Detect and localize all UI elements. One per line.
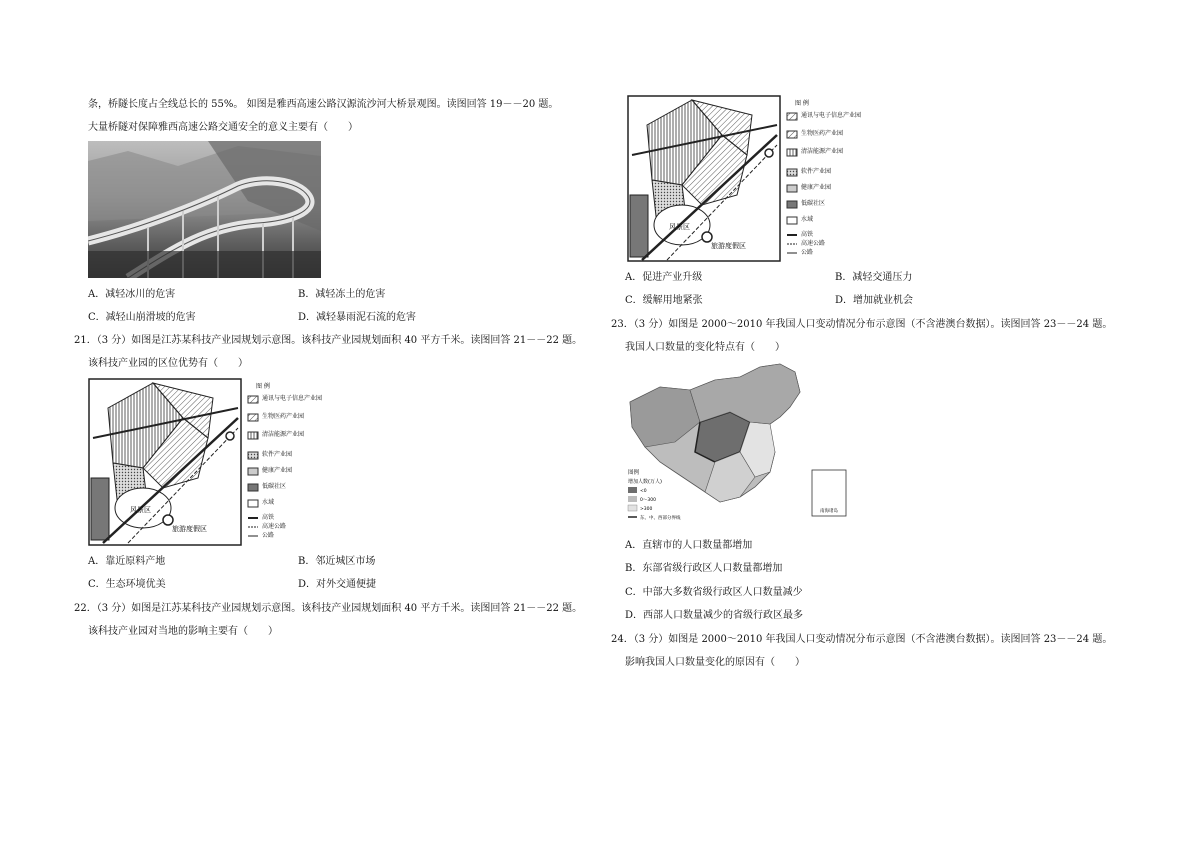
legend-item-2: 生物医药产业园 bbox=[262, 413, 305, 420]
q22-option-b: B．减轻交通压力 bbox=[835, 272, 913, 283]
q21-option-d: D．对外交通便捷 bbox=[298, 579, 377, 590]
legend-right-item-7: 水域 bbox=[801, 216, 814, 223]
inset-label: 南海诸岛 bbox=[820, 509, 838, 514]
china-legend-title: 图例 bbox=[628, 470, 640, 476]
legend-right-item-10: 公路 bbox=[801, 249, 814, 256]
bridge-photo bbox=[88, 141, 321, 278]
q21-option-c: C．生态环境优美 bbox=[88, 579, 166, 590]
legend-item-1: 通讯与电子信息产业园 bbox=[262, 395, 323, 402]
q22-line1: 22．（3 分）如图是江苏某科技产业园规划示意图。该科技产业园规划面积 40 平方千米。读图回答 21－－22 题。 bbox=[74, 603, 583, 614]
resort-label: 旅游度假区 bbox=[172, 525, 207, 533]
legend-item-8: 高铁 bbox=[262, 514, 275, 521]
q20-option-b: B．减轻冻土的危害 bbox=[298, 289, 386, 300]
legend-item-6: 低碳社区 bbox=[262, 483, 287, 490]
q22-option-a: A．促进产业升级 bbox=[625, 272, 703, 283]
legend-right-item-9: 高速公路 bbox=[801, 240, 826, 247]
legend-right-item-3: 清洁能源产业园 bbox=[801, 148, 844, 155]
legend-item-9: 高速公路 bbox=[262, 523, 287, 530]
legend-item-5: 健康产业园 bbox=[262, 467, 293, 474]
q23-line1: 23．（3 分）如图是 2000～2010 年我国人口变动情况分布示意图（不含港澳台数据）。读图回答 23－－24 题。 bbox=[611, 319, 1113, 330]
q22-option-c: C．缓解用地紧张 bbox=[625, 295, 703, 306]
q23-option-a: A．直辖市的人口数量都增加 bbox=[625, 540, 753, 551]
q22-line2: 该科技产业园对当地的影响主要有（ ） bbox=[88, 626, 278, 637]
q24-line1: 24．（3 分）如图是 2000～2010 年我国人口变动情况分布示意图（不含港澳台数据）。读图回答 23－－24 题。 bbox=[611, 634, 1113, 645]
q21-option-a: A．靠近原料产地 bbox=[88, 556, 166, 567]
china-legend-item-3: >300 bbox=[640, 507, 653, 512]
intro-line: 条，桥隧长度占全线总长的 55%。 如图是雅西高速公路汉源流沙河大桥景观图。读图回答 19－－20 题。 bbox=[88, 99, 559, 110]
q22-option-d: D．增加就业机会 bbox=[835, 295, 914, 306]
legend-title-right: 图 例 bbox=[795, 100, 809, 107]
q20-stem: 大量桥隧对保障雅西高速公路交通安全的意义主要有（ ） bbox=[88, 122, 358, 133]
q23-option-d: D．西部人口数量减少的省级行政区最多 bbox=[625, 610, 804, 621]
legend-right-item-4: 软件产业园 bbox=[801, 168, 832, 175]
q20-option-a: A．减轻冰川的危害 bbox=[88, 289, 176, 300]
q20-option-c: C．减轻山崩滑坡的危害 bbox=[88, 312, 196, 323]
q21-line1: 21．（3 分）如图是江苏某科技产业园规划示意图。该科技产业园规划面积 40 平方千米。读图回答 21－－22 题。 bbox=[74, 335, 583, 346]
legend-right-item-1: 通讯与电子信息产业园 bbox=[801, 112, 862, 119]
q23-option-c: C．中部大多数省级行政区人口数量减少 bbox=[625, 587, 803, 598]
scenic-label-right: 风景区 bbox=[669, 223, 690, 231]
china-legend-item-4: 东、中、西部分界线 bbox=[640, 516, 681, 521]
q24-line2: 影响我国人口数量变化的原因有（ ） bbox=[625, 657, 805, 668]
resort-label-right: 旅游度假区 bbox=[711, 242, 746, 250]
legend-right-item-5: 健康产业园 bbox=[801, 184, 832, 191]
legend-item-4: 软件产业园 bbox=[262, 451, 293, 458]
legend-right-item-8: 高铁 bbox=[801, 231, 814, 238]
china-population-map bbox=[620, 362, 850, 522]
legend-right-item-6: 低碳社区 bbox=[801, 200, 826, 207]
q21-line2: 该科技产业园的区位优势有（ ） bbox=[88, 358, 248, 369]
q23-option-b: B．东部省级行政区人口数量都增加 bbox=[625, 563, 783, 574]
park-map-left bbox=[88, 378, 323, 546]
china-legend-item-2: 0～300 bbox=[640, 498, 656, 503]
legend-right-item-2: 生物医药产业园 bbox=[801, 130, 844, 137]
scenic-label: 风景区 bbox=[130, 506, 151, 514]
q21-option-b: B．邻近城区市场 bbox=[298, 556, 376, 567]
legend-item-7: 水域 bbox=[262, 499, 275, 506]
q20-option-d: D．减轻暴雨泥石流的危害 bbox=[298, 312, 417, 323]
china-legend-subtitle: 增加人数(万人) bbox=[628, 479, 662, 485]
legend-title: 图 例 bbox=[256, 383, 270, 390]
park-map-right bbox=[627, 95, 862, 262]
china-legend-item-1: <0 bbox=[640, 489, 647, 494]
legend-item-10: 公路 bbox=[262, 532, 275, 539]
legend-item-3: 清洁能源产业园 bbox=[262, 431, 305, 438]
q23-line2: 我国人口数量的变化特点有（ ） bbox=[625, 342, 785, 353]
